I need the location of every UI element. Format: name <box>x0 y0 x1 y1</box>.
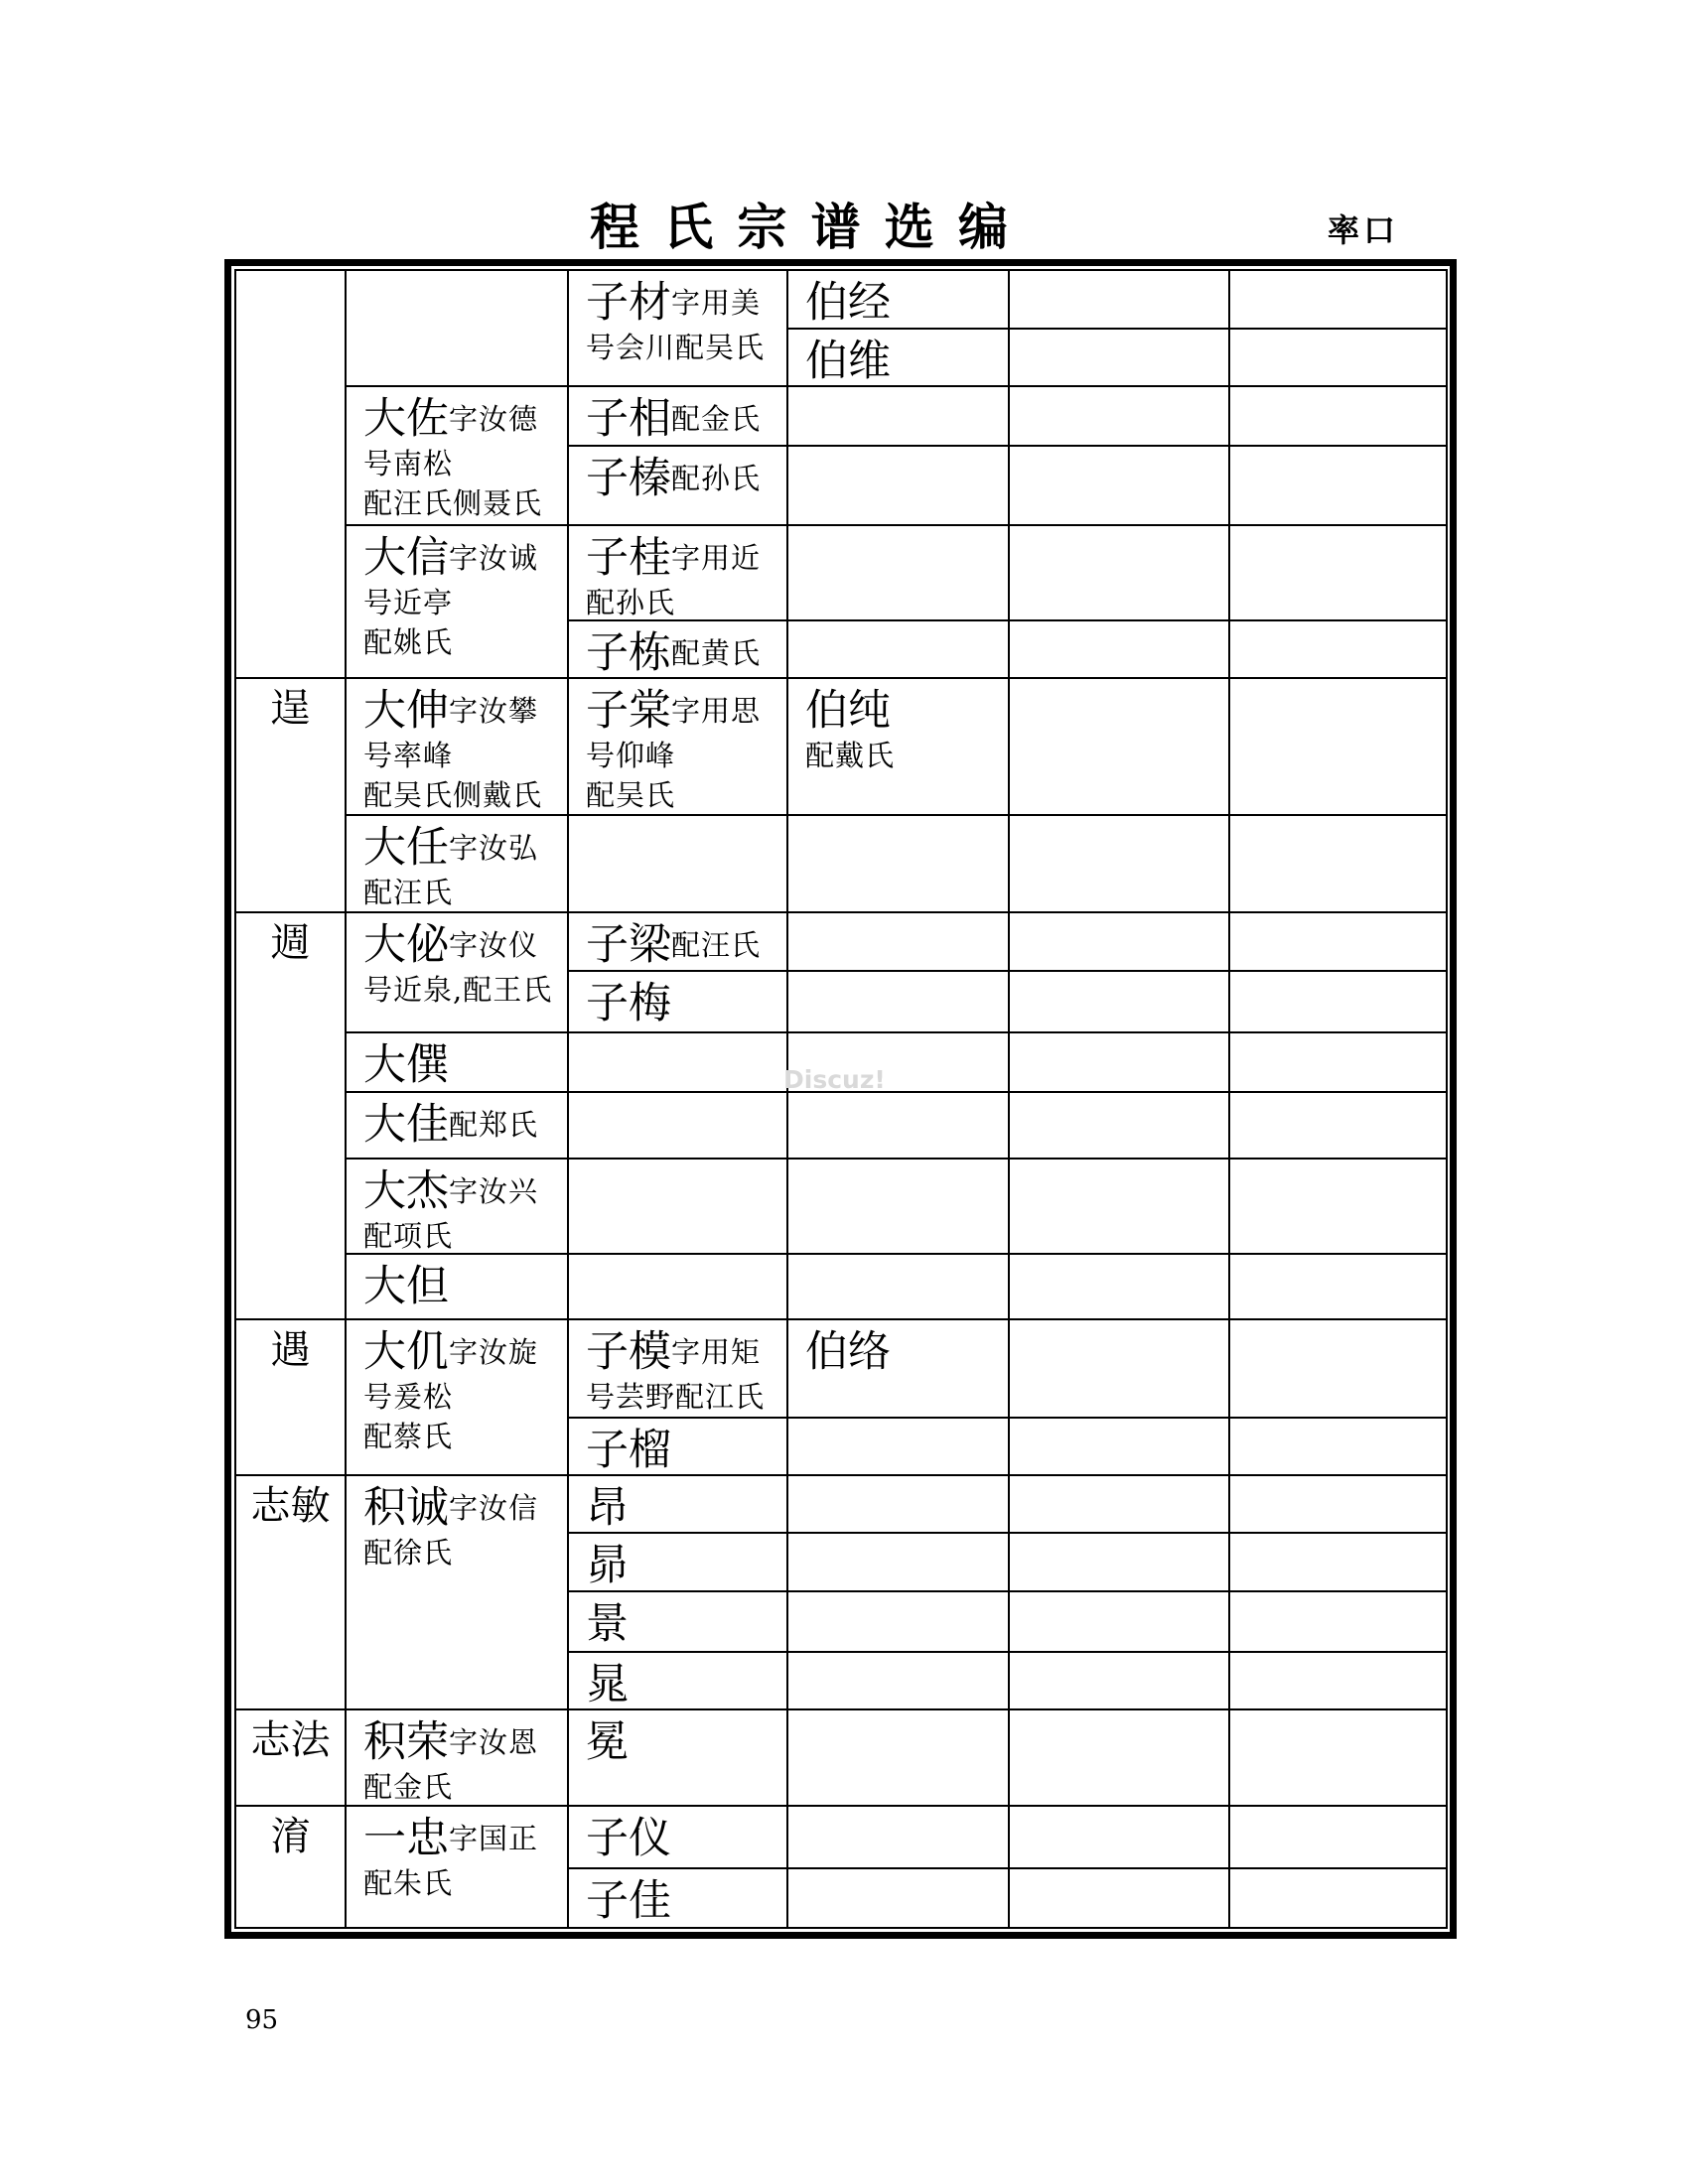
empty-cell <box>1230 1807 1448 1869</box>
person-detail: 配孙氏 <box>586 586 676 619</box>
gen4-person-cell <box>788 1320 1010 1419</box>
person-name: 大佳 <box>363 1100 449 1150</box>
name-line <box>586 686 786 736</box>
name-line <box>363 1814 567 1863</box>
empty-cell <box>1010 1160 1230 1255</box>
gen2-person-cell <box>347 1320 569 1476</box>
person-name: 大仉 <box>363 1327 449 1377</box>
name-line <box>586 1426 786 1475</box>
person-detail: 号仰峰 <box>586 739 676 772</box>
gen4-person-cell <box>788 330 1010 387</box>
name-line <box>805 278 1008 328</box>
name-line <box>586 628 786 678</box>
gen4-person-cell <box>788 271 1010 330</box>
empty-cell <box>1010 387 1230 447</box>
empty-cell <box>1230 387 1448 447</box>
person-name: 大杰 <box>363 1166 449 1216</box>
gen1-name: 志法 <box>250 1717 331 1763</box>
gen1-name: 遇 <box>270 1327 311 1373</box>
name-line <box>363 1483 567 1533</box>
empty-cell <box>788 621 1010 679</box>
person-detail: 配蔡氏 <box>363 1420 454 1453</box>
person-detail: 配戴氏 <box>805 739 896 772</box>
empty-cell <box>788 447 1010 526</box>
gen3-person-cell <box>569 972 788 1033</box>
name-line <box>805 686 1008 736</box>
person-note: 字汝恩 <box>449 1725 539 1759</box>
person-name: 昂 <box>586 1483 629 1533</box>
empty-cell <box>788 1093 1010 1160</box>
gen3-person-cell <box>569 621 788 679</box>
gen2-person-cell <box>347 1033 569 1093</box>
person-note: 字汝仪 <box>449 928 539 962</box>
gen3-person-cell <box>569 913 788 972</box>
empty-cell <box>1230 1476 1448 1534</box>
person-note: 字汝兴 <box>449 1174 539 1208</box>
gen2-person-cell <box>347 387 569 526</box>
name-line <box>586 1599 786 1649</box>
person-note: 字国正 <box>449 1822 539 1855</box>
empty-cell <box>788 1255 1010 1320</box>
person-note: 字用美 <box>671 286 762 320</box>
person-name: 伯纯 <box>805 686 891 736</box>
person-name: 积诚 <box>363 1483 449 1533</box>
name-line <box>586 278 786 328</box>
empty-cell <box>1230 816 1448 913</box>
person-detail: 号芸野配江氏 <box>586 1380 766 1414</box>
name-line <box>363 533 567 583</box>
empty-cell <box>1230 1160 1448 1255</box>
empty-cell <box>1230 1320 1448 1419</box>
empty-cell <box>788 1476 1010 1534</box>
name-line <box>586 1814 786 1863</box>
gen3-person-cell <box>569 1869 788 1929</box>
empty-cell <box>569 1033 788 1093</box>
person-detail: 配金氏 <box>363 1770 454 1804</box>
gen3-person-cell <box>569 526 788 621</box>
person-note: 字汝德 <box>449 402 539 436</box>
empty-cell <box>788 526 1010 621</box>
empty-cell <box>1010 1320 1230 1419</box>
person-name: 伯络 <box>805 1327 891 1377</box>
gen3-person-cell <box>569 679 788 816</box>
person-detail: 号爰松 <box>363 1380 454 1414</box>
person-detail: 号率峰 <box>363 739 454 772</box>
gen1-name: 週 <box>270 920 311 966</box>
person-note: 字汝诚 <box>449 541 539 575</box>
empty-cell <box>1230 1710 1448 1807</box>
person-name: 子桂 <box>586 533 671 583</box>
gen3-person-cell <box>569 1476 788 1534</box>
watermark-text: Discuz! <box>783 1065 886 1094</box>
empty-cell <box>788 816 1010 913</box>
empty-cell <box>1010 1592 1230 1653</box>
name-line <box>586 979 786 1028</box>
person-name: 大僎 <box>363 1040 449 1090</box>
empty-cell <box>1230 330 1448 387</box>
gen3-person-cell <box>569 271 788 387</box>
person-note: 字汝旋 <box>449 1335 539 1369</box>
person-name: 子栋 <box>586 628 671 678</box>
name-line <box>363 1327 567 1377</box>
page-title: 程 氏 宗 谱 选 编 <box>590 198 1008 256</box>
empty-cell <box>1230 1033 1448 1093</box>
empty-cell <box>1010 447 1230 526</box>
empty-cell <box>788 1160 1010 1255</box>
empty-cell <box>1230 621 1448 679</box>
empty-cell <box>1010 1534 1230 1592</box>
empty-cell <box>1010 526 1230 621</box>
empty-cell <box>1010 913 1230 972</box>
gen3-person-cell <box>569 1710 788 1807</box>
empty-cell <box>1010 271 1230 330</box>
empty-cell <box>1010 1476 1230 1534</box>
gen2-person-cell <box>347 816 569 913</box>
person-name: 冕 <box>586 1717 629 1767</box>
person-name: 大伸 <box>363 686 449 736</box>
person-note: 字汝攀 <box>449 694 539 728</box>
empty-cell <box>1230 1653 1448 1710</box>
page-number: 95 <box>245 2005 279 2035</box>
gen2-person-cell <box>347 1160 569 1255</box>
gen3-person-cell <box>569 1534 788 1592</box>
empty-cell <box>1010 816 1230 913</box>
person-name: 景 <box>586 1599 629 1649</box>
person-detail: 配汪氏 <box>363 876 454 909</box>
name-line <box>363 686 567 736</box>
person-name: 大但 <box>363 1262 449 1311</box>
person-name: 子梁 <box>586 920 671 970</box>
person-name: 大佐 <box>363 394 449 444</box>
gen1-person-cell <box>236 1476 347 1710</box>
person-name: 伯经 <box>805 278 891 328</box>
empty-cell <box>1010 972 1230 1033</box>
genealogy-grid <box>234 269 1448 1929</box>
name-line <box>805 1327 1008 1377</box>
empty-cell <box>1230 1534 1448 1592</box>
empty-cell <box>1230 526 1448 621</box>
person-detail: 配徐氏 <box>363 1536 454 1570</box>
gen3-person-cell <box>569 1419 788 1476</box>
empty-cell <box>1010 1093 1230 1160</box>
person-detail: 配朱氏 <box>363 1866 454 1900</box>
person-note: 字用矩 <box>671 1335 762 1369</box>
empty-cell <box>1230 1592 1448 1653</box>
name-line <box>586 1660 786 1709</box>
empty-cell <box>569 1160 788 1255</box>
person-detail: 号南松 <box>363 447 454 480</box>
gen1-person-cell <box>236 1710 347 1807</box>
name-line <box>805 337 1008 386</box>
gen3-person-cell <box>569 1592 788 1653</box>
gen3-person-cell <box>569 447 788 526</box>
person-detail: 号会川配吴氏 <box>586 331 766 364</box>
person-note: 配金氏 <box>671 402 762 436</box>
person-name: 子榛 <box>586 454 671 503</box>
name-line <box>363 1166 567 1216</box>
person-name: 晁 <box>586 1660 629 1709</box>
person-detail: 配汪氏侧聂氏 <box>363 486 543 520</box>
empty-cell <box>788 1419 1010 1476</box>
person-name: 大佖 <box>363 920 449 970</box>
empty-cell <box>788 1807 1010 1869</box>
person-name: 子模 <box>586 1327 671 1377</box>
person-note: 配郑氏 <box>449 1108 539 1142</box>
empty-cell <box>788 972 1010 1033</box>
empty-cell <box>1010 1869 1230 1929</box>
name-line <box>586 1541 786 1590</box>
person-name: 子材 <box>586 278 671 328</box>
empty-cell <box>569 816 788 913</box>
gen2-person-cell <box>347 1093 569 1160</box>
name-line <box>363 1717 567 1767</box>
region-label: 率口 <box>1328 211 1400 249</box>
gen2-person-cell <box>347 526 569 679</box>
empty-cell <box>1010 330 1230 387</box>
name-line <box>586 1717 786 1767</box>
empty-cell <box>1010 679 1230 816</box>
name-line <box>586 1876 786 1926</box>
empty-cell <box>1230 1093 1448 1160</box>
person-name: 子相 <box>586 394 671 444</box>
name-line <box>586 1483 786 1533</box>
gen3-person-cell <box>569 387 788 447</box>
person-note: 字用近 <box>671 541 762 575</box>
person-detail: 配姚氏 <box>363 625 454 659</box>
gen1-person-cell <box>236 1320 347 1476</box>
person-detail: 号近亭 <box>363 586 454 619</box>
empty-cell <box>788 387 1010 447</box>
empty-cell <box>1230 271 1448 330</box>
name-line <box>586 920 786 970</box>
person-detail: 配吴氏侧戴氏 <box>363 778 543 812</box>
gen3-person-cell <box>569 1653 788 1710</box>
empty-cell <box>788 1592 1010 1653</box>
gen1-person-cell <box>236 1807 347 1929</box>
gen2-person-cell <box>347 913 569 1033</box>
empty-cell <box>1010 1033 1230 1093</box>
empty-cell <box>1010 621 1230 679</box>
name-line <box>586 454 786 503</box>
name-line <box>586 1327 786 1377</box>
person-note: 配黄氏 <box>671 636 762 670</box>
name-line <box>363 1100 567 1150</box>
empty-cell <box>1010 1807 1230 1869</box>
empty-cell <box>1230 679 1448 816</box>
gen1-name: 淯 <box>270 1814 311 1859</box>
name-line <box>363 1262 567 1311</box>
gen3-person-cell <box>569 1320 788 1419</box>
empty-cell <box>788 1869 1010 1929</box>
empty-cell <box>569 1255 788 1320</box>
person-note: 字汝信 <box>449 1491 539 1525</box>
gen1-person-cell <box>236 679 347 913</box>
person-note: 配汪氏 <box>671 928 762 962</box>
person-detail: 配吴氏 <box>586 778 676 812</box>
person-name: 积荣 <box>363 1717 449 1767</box>
person-name: 一忠 <box>363 1814 449 1863</box>
person-name: 子仪 <box>586 1814 671 1863</box>
empty-cell <box>788 1653 1010 1710</box>
empty-cell <box>1010 1653 1230 1710</box>
gen2-person-cell <box>347 1476 569 1710</box>
name-line <box>363 823 567 873</box>
person-detail: 号近泉,配王氏 <box>363 973 553 1007</box>
gen2-person-cell <box>347 1807 569 1929</box>
person-name: 昴 <box>586 1541 629 1590</box>
person-name: 子佳 <box>586 1876 671 1926</box>
gen1-name: 志敏 <box>250 1483 331 1529</box>
empty-cell <box>569 1093 788 1160</box>
empty-cell <box>788 913 1010 972</box>
gen2-person-cell <box>347 1710 569 1807</box>
person-name: 伯维 <box>805 337 891 386</box>
empty-cell <box>1230 447 1448 526</box>
gen3-person-cell <box>569 1807 788 1869</box>
empty-cell <box>1230 1869 1448 1929</box>
person-name: 大信 <box>363 533 449 583</box>
name-line <box>586 394 786 444</box>
name-line <box>586 533 786 583</box>
empty-cell <box>788 1710 1010 1807</box>
person-name: 子梅 <box>586 979 671 1028</box>
gen2-person-cell <box>347 679 569 816</box>
gen2-person-cell <box>347 1255 569 1320</box>
empty-cell <box>1010 1710 1230 1807</box>
empty-cell <box>1010 1255 1230 1320</box>
person-note: 配孙氏 <box>671 462 762 495</box>
person-name: 子榴 <box>586 1426 671 1475</box>
gen1-person-cell <box>236 913 347 1320</box>
person-name: 子棠 <box>586 686 671 736</box>
empty-cell <box>1010 1419 1230 1476</box>
empty-cell <box>236 271 347 679</box>
empty-cell <box>788 1534 1010 1592</box>
empty-cell <box>347 271 569 387</box>
empty-cell <box>1230 1419 1448 1476</box>
name-line <box>363 394 567 444</box>
person-note: 字汝弘 <box>449 831 539 865</box>
person-detail: 配项氏 <box>363 1219 454 1253</box>
empty-cell <box>1230 913 1448 972</box>
gen1-name: 逞 <box>270 686 311 732</box>
name-line <box>363 1040 567 1090</box>
empty-cell <box>1230 1255 1448 1320</box>
person-name: 大任 <box>363 823 449 873</box>
empty-cell <box>1230 972 1448 1033</box>
person-note: 字用思 <box>671 694 762 728</box>
gen4-person-cell <box>788 679 1010 816</box>
name-line <box>363 920 567 970</box>
